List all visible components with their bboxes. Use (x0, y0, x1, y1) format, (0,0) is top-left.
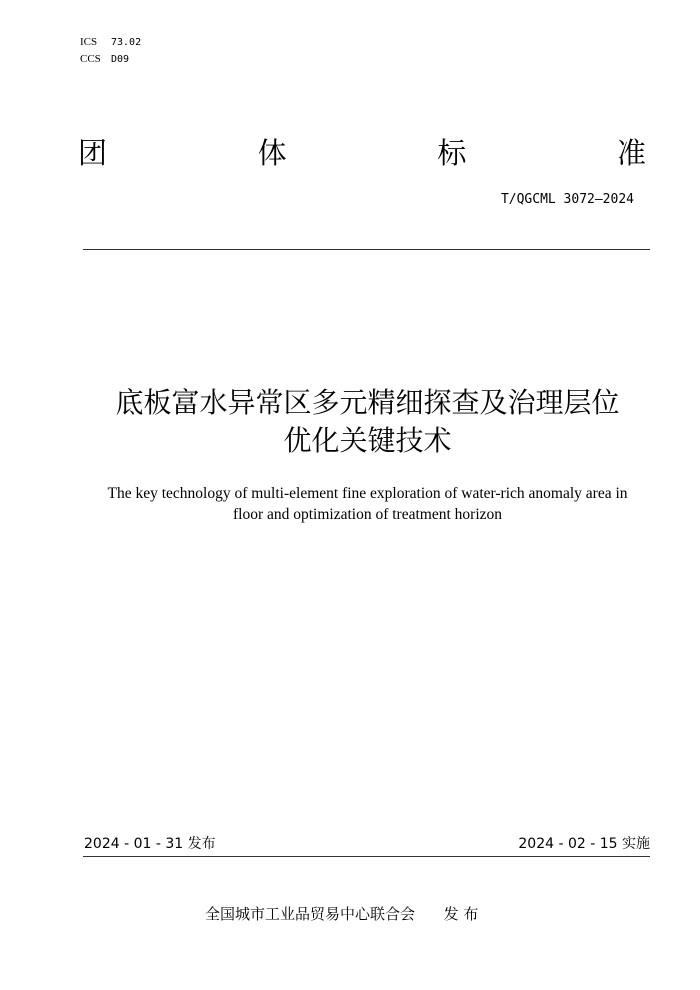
classification-codes (80, 34, 141, 68)
ccs-label: CCS (80, 53, 101, 65)
publish-date: 2024 - 01 - 31 发布 (84, 836, 216, 852)
english-title-line: The key technology of multi-element fine exploration of water-rich anomaly area in (107, 485, 628, 502)
chinese-title-line: 优化关键技术 (283, 424, 452, 457)
standard-number: T/QGCML 3072—2024 (500, 192, 634, 207)
chinese-title-line: 底板富水异常区多元精细探查及治理层位 (115, 386, 620, 419)
chinese-title (0, 384, 700, 460)
heading-char: 体 (257, 136, 287, 170)
standard-type-heading (78, 135, 646, 171)
heading-char: 标 (437, 136, 467, 170)
implement-date: 2024 - 02 - 15 实施 (518, 836, 650, 852)
english-title (0, 483, 700, 525)
ics-value: 73.02 (111, 37, 142, 48)
heading-char: 准 (616, 136, 646, 170)
ics-label: ICS (80, 36, 98, 48)
bottom-divider (83, 856, 650, 857)
issue-word: 发 布 (443, 905, 479, 923)
ccs-value: D09 (111, 54, 130, 65)
issuer-line (205, 904, 478, 924)
ccs-row (80, 51, 141, 68)
heading-char: 团 (78, 136, 108, 170)
top-divider (83, 249, 650, 250)
english-title-line: floor and optimization of treatment horizon (232, 506, 503, 523)
issuer-name: 全国城市工业品贸易中心联合会 (205, 905, 416, 923)
ics-row (80, 34, 141, 51)
